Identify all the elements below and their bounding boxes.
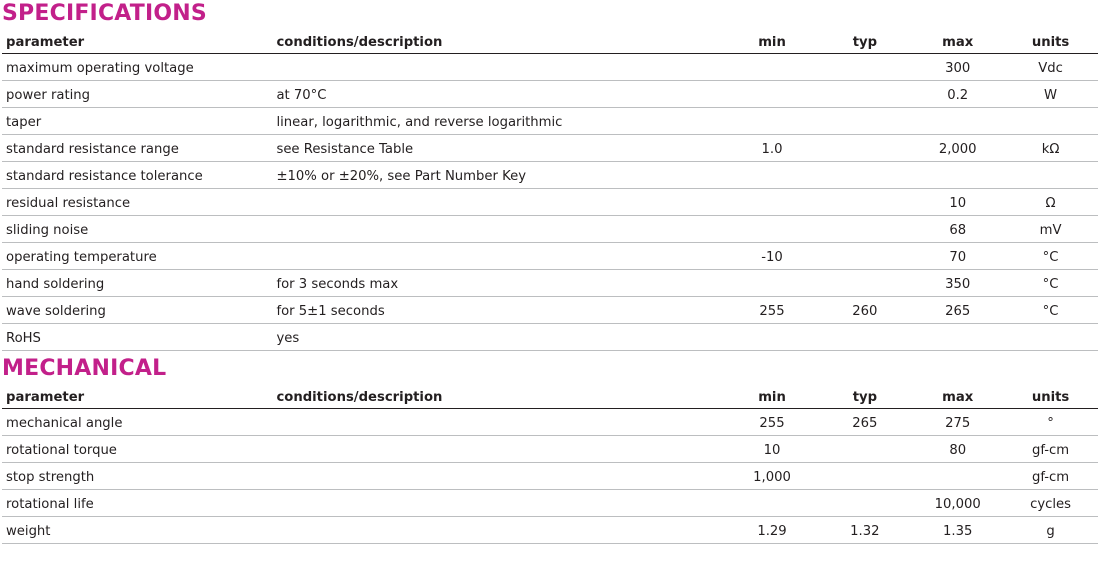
cell-typ bbox=[819, 463, 912, 490]
cell-conditions bbox=[272, 409, 726, 436]
table-row bbox=[2, 162, 1098, 189]
cell-units bbox=[1005, 108, 1098, 135]
column-header-conditions: conditions/description bbox=[272, 383, 726, 409]
cell-conditions: yes bbox=[272, 324, 726, 351]
cell-conditions: for 3 seconds max bbox=[272, 270, 726, 297]
cell-parameter: rotational life bbox=[2, 490, 272, 517]
cell-conditions bbox=[272, 189, 726, 216]
cell-max: 68 bbox=[912, 216, 1005, 243]
cell-typ bbox=[819, 162, 912, 189]
cell-units: Vdc bbox=[1005, 54, 1098, 81]
cell-parameter: sliding noise bbox=[2, 216, 272, 243]
cell-parameter: taper bbox=[2, 108, 272, 135]
cell-conditions: at 70°C bbox=[272, 81, 726, 108]
cell-conditions: ±10% or ±20%, see Part Number Key bbox=[272, 162, 726, 189]
table-row bbox=[2, 409, 1098, 436]
cell-units: g bbox=[1005, 517, 1098, 544]
cell-min: 255 bbox=[727, 409, 820, 436]
mechanical-heading: MECHANICAL bbox=[2, 356, 167, 382]
cell-conditions bbox=[272, 436, 726, 463]
cell-min bbox=[727, 108, 820, 135]
cell-conditions: see Resistance Table bbox=[272, 135, 726, 162]
cell-min bbox=[727, 162, 820, 189]
cell-conditions bbox=[272, 216, 726, 243]
cell-parameter: stop strength bbox=[2, 463, 272, 490]
cell-parameter: power rating bbox=[2, 81, 272, 108]
cell-parameter: RoHS bbox=[2, 324, 272, 351]
table-row bbox=[2, 270, 1098, 297]
cell-typ bbox=[819, 81, 912, 108]
cell-min: 10 bbox=[727, 436, 820, 463]
cell-max bbox=[912, 162, 1005, 189]
cell-units: mV bbox=[1005, 216, 1098, 243]
cell-min: 1.0 bbox=[727, 135, 820, 162]
table-header-row bbox=[2, 383, 1098, 409]
column-header-min: min bbox=[727, 383, 820, 409]
table-row bbox=[2, 436, 1098, 463]
table-row bbox=[2, 108, 1098, 135]
cell-max: 10 bbox=[912, 189, 1005, 216]
cell-max: 265 bbox=[912, 297, 1005, 324]
cell-max bbox=[912, 463, 1005, 490]
table-row bbox=[2, 54, 1098, 81]
cell-typ: 1.32 bbox=[819, 517, 912, 544]
cell-typ bbox=[819, 436, 912, 463]
column-header-parameter: parameter bbox=[2, 28, 272, 54]
cell-conditions bbox=[272, 463, 726, 490]
cell-max: 350 bbox=[912, 270, 1005, 297]
table-header-row bbox=[2, 28, 1098, 54]
column-header-conditions: conditions/description bbox=[272, 28, 726, 54]
cell-conditions bbox=[272, 243, 726, 270]
cell-conditions: for 5±1 seconds bbox=[272, 297, 726, 324]
cell-max: 275 bbox=[912, 409, 1005, 436]
cell-units: cycles bbox=[1005, 490, 1098, 517]
cell-min bbox=[727, 324, 820, 351]
cell-conditions bbox=[272, 54, 726, 81]
cell-units: kΩ bbox=[1005, 135, 1098, 162]
cell-units bbox=[1005, 324, 1098, 351]
cell-parameter: residual resistance bbox=[2, 189, 272, 216]
cell-max: 2,000 bbox=[912, 135, 1005, 162]
specifications-table bbox=[2, 28, 1098, 351]
table-row bbox=[2, 135, 1098, 162]
column-header-units: units bbox=[1005, 28, 1098, 54]
cell-parameter: standard resistance range bbox=[2, 135, 272, 162]
specifications-heading: SPECIFICATIONS bbox=[2, 1, 207, 26]
cell-max: 10,000 bbox=[912, 490, 1005, 517]
cell-conditions bbox=[272, 490, 726, 517]
cell-max: 1.35 bbox=[912, 517, 1005, 544]
cell-units: gf-cm bbox=[1005, 463, 1098, 490]
cell-max: 0.2 bbox=[912, 81, 1005, 108]
cell-parameter: maximum operating voltage bbox=[2, 54, 272, 81]
table-row bbox=[2, 517, 1098, 544]
cell-conditions: linear, logarithmic, and reverse logarithmic bbox=[272, 108, 726, 135]
cell-typ: 265 bbox=[819, 409, 912, 436]
cell-units: °C bbox=[1005, 297, 1098, 324]
mechanical-table bbox=[2, 383, 1098, 544]
cell-typ bbox=[819, 135, 912, 162]
column-header-min: min bbox=[727, 28, 820, 54]
cell-min bbox=[727, 216, 820, 243]
cell-typ bbox=[819, 54, 912, 81]
cell-parameter: weight bbox=[2, 517, 272, 544]
table-row bbox=[2, 297, 1098, 324]
table-row bbox=[2, 324, 1098, 351]
cell-units: ° bbox=[1005, 409, 1098, 436]
cell-min: 1.29 bbox=[727, 517, 820, 544]
column-header-max: max bbox=[912, 383, 1005, 409]
cell-typ bbox=[819, 189, 912, 216]
column-header-typ: typ bbox=[819, 28, 912, 54]
column-header-parameter: parameter bbox=[2, 383, 272, 409]
cell-units: Ω bbox=[1005, 189, 1098, 216]
cell-min: -10 bbox=[727, 243, 820, 270]
cell-parameter: standard resistance tolerance bbox=[2, 162, 272, 189]
cell-max: 80 bbox=[912, 436, 1005, 463]
cell-units: °C bbox=[1005, 243, 1098, 270]
cell-typ: 260 bbox=[819, 297, 912, 324]
cell-max: 300 bbox=[912, 54, 1005, 81]
cell-units: gf-cm bbox=[1005, 436, 1098, 463]
cell-min bbox=[727, 81, 820, 108]
cell-parameter: operating temperature bbox=[2, 243, 272, 270]
column-header-max: max bbox=[912, 28, 1005, 54]
cell-max: 70 bbox=[912, 243, 1005, 270]
cell-typ bbox=[819, 490, 912, 517]
table-row bbox=[2, 463, 1098, 490]
column-header-units: units bbox=[1005, 383, 1098, 409]
cell-conditions bbox=[272, 517, 726, 544]
cell-parameter: rotational torque bbox=[2, 436, 272, 463]
cell-units: W bbox=[1005, 81, 1098, 108]
cell-parameter: wave soldering bbox=[2, 297, 272, 324]
cell-typ bbox=[819, 108, 912, 135]
table-row bbox=[2, 216, 1098, 243]
table-row bbox=[2, 81, 1098, 108]
cell-min bbox=[727, 490, 820, 517]
cell-parameter: hand soldering bbox=[2, 270, 272, 297]
cell-units bbox=[1005, 162, 1098, 189]
cell-typ bbox=[819, 324, 912, 351]
cell-typ bbox=[819, 270, 912, 297]
cell-typ bbox=[819, 243, 912, 270]
cell-typ bbox=[819, 216, 912, 243]
cell-min: 255 bbox=[727, 297, 820, 324]
cell-min bbox=[727, 189, 820, 216]
cell-max bbox=[912, 324, 1005, 351]
cell-max bbox=[912, 108, 1005, 135]
cell-units: °C bbox=[1005, 270, 1098, 297]
cell-parameter: mechanical angle bbox=[2, 409, 272, 436]
column-header-typ: typ bbox=[819, 383, 912, 409]
cell-min bbox=[727, 270, 820, 297]
table-row bbox=[2, 189, 1098, 216]
table-row bbox=[2, 243, 1098, 270]
cell-min: 1,000 bbox=[727, 463, 820, 490]
table-row bbox=[2, 490, 1098, 517]
cell-min bbox=[727, 54, 820, 81]
